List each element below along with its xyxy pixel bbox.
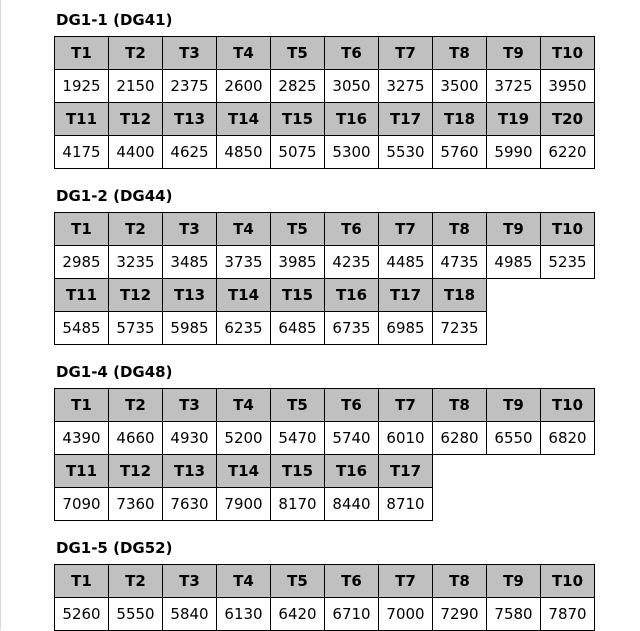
column-header: T8 — [433, 389, 487, 422]
table-cell: 2825 — [271, 70, 325, 103]
header-row — [55, 37, 595, 70]
table-cell: 4625 — [163, 136, 217, 169]
column-header: T3 — [163, 213, 217, 246]
column-header: T4 — [217, 213, 271, 246]
column-header: T2 — [109, 565, 163, 598]
table-cell: 8440 — [325, 488, 379, 521]
value-row — [55, 136, 595, 169]
column-header: T18 — [433, 103, 487, 136]
column-header: T15 — [271, 279, 325, 312]
table-cell: 3725 — [487, 70, 541, 103]
table-cell: 4485 — [379, 246, 433, 279]
column-header: T8 — [433, 37, 487, 70]
column-header: T2 — [109, 37, 163, 70]
table-cell: 7090 — [55, 488, 109, 521]
column-header: T14 — [217, 279, 271, 312]
value-row — [55, 246, 595, 279]
column-header: T5 — [271, 213, 325, 246]
header-row — [55, 279, 595, 312]
column-header: T6 — [325, 37, 379, 70]
table-cell: 4660 — [109, 422, 163, 455]
table-cell: 5990 — [487, 136, 541, 169]
table-cell: 4235 — [325, 246, 379, 279]
column-header: T3 — [163, 565, 217, 598]
column-header: T14 — [217, 455, 271, 488]
table-cell: 8710 — [379, 488, 433, 521]
empty-cell — [433, 455, 487, 488]
value-row — [55, 312, 595, 345]
empty-cell — [487, 279, 541, 312]
table-cell: 5485 — [55, 312, 109, 345]
value-row — [55, 70, 595, 103]
table-cell: 7235 — [433, 312, 487, 345]
table-cell: 6735 — [325, 312, 379, 345]
empty-cell — [487, 488, 541, 521]
page-left-border — [0, 0, 1, 630]
column-header: T18 — [433, 279, 487, 312]
column-header: T17 — [379, 279, 433, 312]
data-table — [54, 564, 595, 631]
header-row — [55, 213, 595, 246]
table-cell: 3985 — [271, 246, 325, 279]
section-title: DG1-4 (DG48) — [56, 363, 173, 381]
table-cell: 6820 — [541, 422, 595, 455]
table-cell: 7360 — [109, 488, 163, 521]
column-header: T5 — [271, 37, 325, 70]
column-header: T7 — [379, 389, 433, 422]
table-cell: 5760 — [433, 136, 487, 169]
column-header: T19 — [487, 103, 541, 136]
column-header: T9 — [487, 213, 541, 246]
table-section — [54, 10, 595, 169]
column-header: T8 — [433, 213, 487, 246]
column-header: T17 — [379, 103, 433, 136]
column-header: T10 — [541, 213, 595, 246]
column-header: T5 — [271, 389, 325, 422]
column-header: T5 — [271, 565, 325, 598]
column-header: T15 — [271, 103, 325, 136]
table-cell: 3950 — [541, 70, 595, 103]
table-cell: 2150 — [109, 70, 163, 103]
table-cell: 5300 — [325, 136, 379, 169]
table-cell: 2985 — [55, 246, 109, 279]
table-cell: 1925 — [55, 70, 109, 103]
table-cell: 2375 — [163, 70, 217, 103]
section-title: DG1-5 (DG52) — [56, 539, 173, 557]
table-cell: 6130 — [217, 598, 271, 631]
table-section — [54, 362, 595, 521]
table-cell: 6485 — [271, 312, 325, 345]
column-header: T13 — [163, 455, 217, 488]
value-row — [55, 488, 595, 521]
table-cell: 3485 — [163, 246, 217, 279]
table-cell: 6420 — [271, 598, 325, 631]
table-cell: 7290 — [433, 598, 487, 631]
table-cell: 3235 — [109, 246, 163, 279]
table-cell: 7900 — [217, 488, 271, 521]
column-header: T4 — [217, 389, 271, 422]
table-cell: 5235 — [541, 246, 595, 279]
table-cell: 5470 — [271, 422, 325, 455]
table-cell: 7870 — [541, 598, 595, 631]
table-cell: 4850 — [217, 136, 271, 169]
column-header: T12 — [109, 455, 163, 488]
column-header: T2 — [109, 213, 163, 246]
column-header: T4 — [217, 565, 271, 598]
column-header: T6 — [325, 389, 379, 422]
column-header: T10 — [541, 37, 595, 70]
column-header: T12 — [109, 279, 163, 312]
table-cell: 3500 — [433, 70, 487, 103]
table-cell: 7630 — [163, 488, 217, 521]
column-header: T9 — [487, 37, 541, 70]
section-title: DG1-2 (DG44) — [56, 187, 173, 205]
column-header: T7 — [379, 37, 433, 70]
column-header: T13 — [163, 103, 217, 136]
header-row — [55, 103, 595, 136]
value-row — [55, 422, 595, 455]
column-header: T11 — [55, 455, 109, 488]
column-header: T12 — [109, 103, 163, 136]
table-cell: 4735 — [433, 246, 487, 279]
table-cell: 7580 — [487, 598, 541, 631]
table-cell: 5260 — [55, 598, 109, 631]
column-header: T16 — [325, 103, 379, 136]
empty-cell — [541, 279, 595, 312]
column-header: T11 — [55, 279, 109, 312]
section-title: DG1-1 (DG41) — [56, 11, 173, 29]
table-cell: 4175 — [55, 136, 109, 169]
table-cell: 2600 — [217, 70, 271, 103]
data-table — [54, 36, 595, 169]
column-header: T2 — [109, 389, 163, 422]
table-cell: 8170 — [271, 488, 325, 521]
column-header: T17 — [379, 455, 433, 488]
column-header: T10 — [541, 565, 595, 598]
column-header: T1 — [55, 565, 109, 598]
column-header: T4 — [217, 37, 271, 70]
column-header: T16 — [325, 279, 379, 312]
table-cell: 4930 — [163, 422, 217, 455]
column-header: T3 — [163, 389, 217, 422]
column-header: T9 — [487, 565, 541, 598]
column-header: T6 — [325, 213, 379, 246]
empty-cell — [541, 455, 595, 488]
header-row — [55, 565, 595, 598]
column-header: T15 — [271, 455, 325, 488]
empty-cell — [541, 488, 595, 521]
table-cell: 6710 — [325, 598, 379, 631]
column-header: T7 — [379, 213, 433, 246]
data-table — [54, 388, 595, 521]
data-table — [54, 212, 595, 345]
empty-cell — [433, 488, 487, 521]
table-cell: 7000 — [379, 598, 433, 631]
table-cell: 6220 — [541, 136, 595, 169]
table-cell: 5550 — [109, 598, 163, 631]
header-row — [55, 455, 595, 488]
table-section — [54, 186, 595, 345]
column-header: T1 — [55, 213, 109, 246]
table-cell: 5840 — [163, 598, 217, 631]
table-cell: 6235 — [217, 312, 271, 345]
empty-cell — [487, 312, 541, 345]
table-cell: 5075 — [271, 136, 325, 169]
table-cell: 6550 — [487, 422, 541, 455]
table-section — [54, 538, 595, 631]
column-header: T6 — [325, 565, 379, 598]
table-cell: 6985 — [379, 312, 433, 345]
column-header: T11 — [55, 103, 109, 136]
column-header: T14 — [217, 103, 271, 136]
column-header: T9 — [487, 389, 541, 422]
table-cell: 4390 — [55, 422, 109, 455]
column-header: T10 — [541, 389, 595, 422]
column-header: T8 — [433, 565, 487, 598]
table-cell: 3735 — [217, 246, 271, 279]
header-row — [55, 389, 595, 422]
table-cell: 5200 — [217, 422, 271, 455]
table-cell: 5530 — [379, 136, 433, 169]
empty-cell — [541, 312, 595, 345]
table-cell: 5735 — [109, 312, 163, 345]
value-row — [55, 598, 595, 631]
table-cell: 6010 — [379, 422, 433, 455]
column-header: T16 — [325, 455, 379, 488]
table-cell: 5985 — [163, 312, 217, 345]
table-cell: 3050 — [325, 70, 379, 103]
table-cell: 5740 — [325, 422, 379, 455]
column-header: T13 — [163, 279, 217, 312]
table-cell: 4400 — [109, 136, 163, 169]
table-cell: 3275 — [379, 70, 433, 103]
column-header: T1 — [55, 389, 109, 422]
column-header: T7 — [379, 565, 433, 598]
table-cell: 6280 — [433, 422, 487, 455]
column-header: T20 — [541, 103, 595, 136]
column-header: T1 — [55, 37, 109, 70]
table-cell: 4985 — [487, 246, 541, 279]
empty-cell — [487, 455, 541, 488]
column-header: T3 — [163, 37, 217, 70]
